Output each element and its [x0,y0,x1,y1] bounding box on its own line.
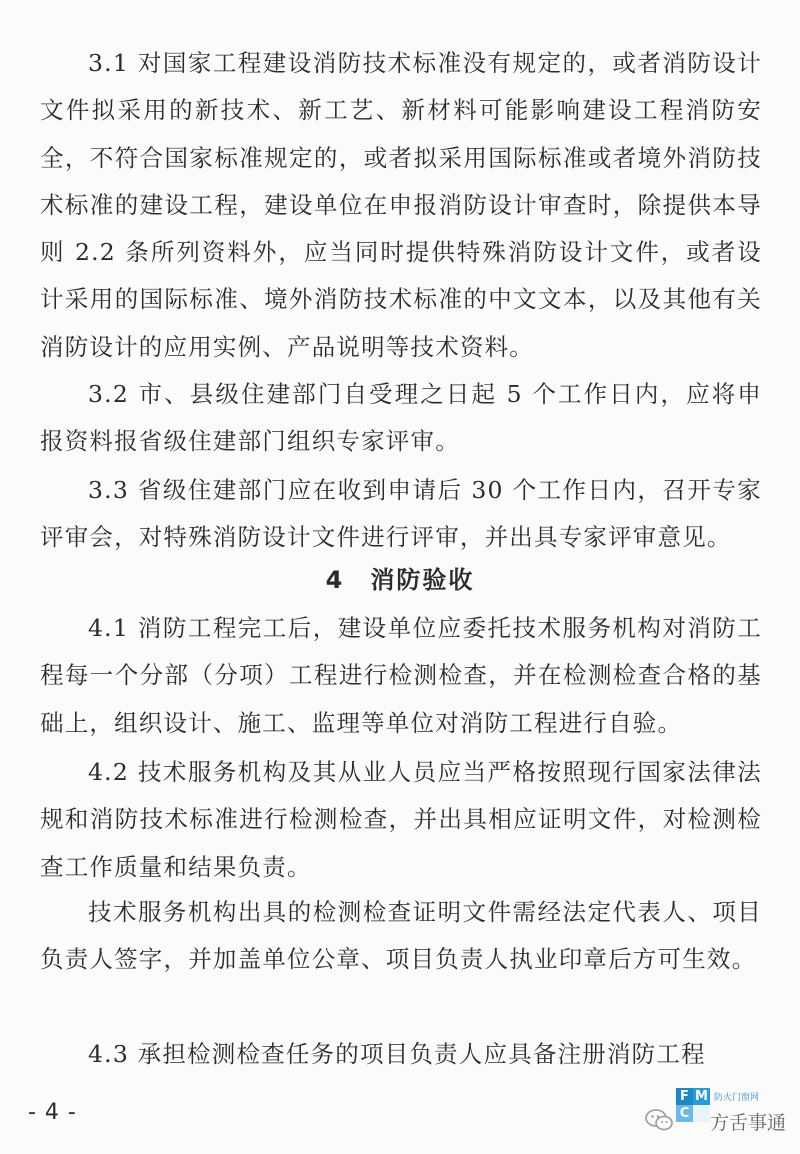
section-heading-4: 4 消防验收 [325,566,475,594]
paragraph-4-2: 4.2 技术服务机构及其从业人员应当严格按照现行国家法律法规和消防技术标准进行检测检查，并出具相应证明文件，对检测检查工作质量和结果负责。 [40,758,762,881]
paragraph-4-1: 4.1 消防工程完工后，建设单位应委托技术服务机构对消防工程每一个分部（分项）工程进行检测检查，并在检测检查合格的基础上，组织设计、施工、监理等单位对消防工程进行自验。 [40,614,762,737]
watermark-account-name: 方舌事通 [710,1112,787,1134]
logo-letter-c: C [676,1105,693,1122]
watermark-site-name: 防火门窗网 [714,1093,760,1103]
logo-blank-cell [693,1105,710,1122]
fmc-logo-icon [676,1088,710,1122]
paragraph-4-3: 4.3 承担检测检查任务的项目负责人应具备注册消防工程 [88,1040,706,1068]
paragraph-3-1: 3.1 对国家工程建设消防技术标准没有规定的，或者消防设计文件拟采用的新技术、新工艺、新材料可能影响建设工程消防安全，不符合国家标准规定的，或者拟采用国际标准或者境外消防技术标准的建设工程，建设单位在申报消防设计审查时，除提供本导则 2.2 条所列资料外，应当同时提供特殊消防设计文件，或者设计采用的国际标准、境外消防技术标准的中文文本，以及其他有关消防设计的应用实例、产品说明等技术资料。 [40,49,762,361]
wechat-icon [644,1108,674,1132]
logo-letter-f: F [676,1088,693,1105]
paragraph-4-2-continued: 技术服务机构出具的检测检查证明文件需经法定代表人、项目负责人签字，并加盖单位公章、项目负责人执业印章后方可生效。 [40,898,762,974]
paragraph-3-2: 3.2 市、县级住建部门自受理之日起 5 个工作日内，应将申报资料报省级住建部门组织专家评审。 [40,380,762,456]
logo-letter-m: M [693,1088,710,1105]
watermark-logo [644,1088,794,1138]
page-number: - 4 - [28,1100,77,1125]
paragraph-3-3: 3.3 省级住建部门应在收到申请后 30 个工作日内，召开专家评审会，对特殊消防设计文件进行评审，并出具专家评审意见。 [40,476,762,552]
